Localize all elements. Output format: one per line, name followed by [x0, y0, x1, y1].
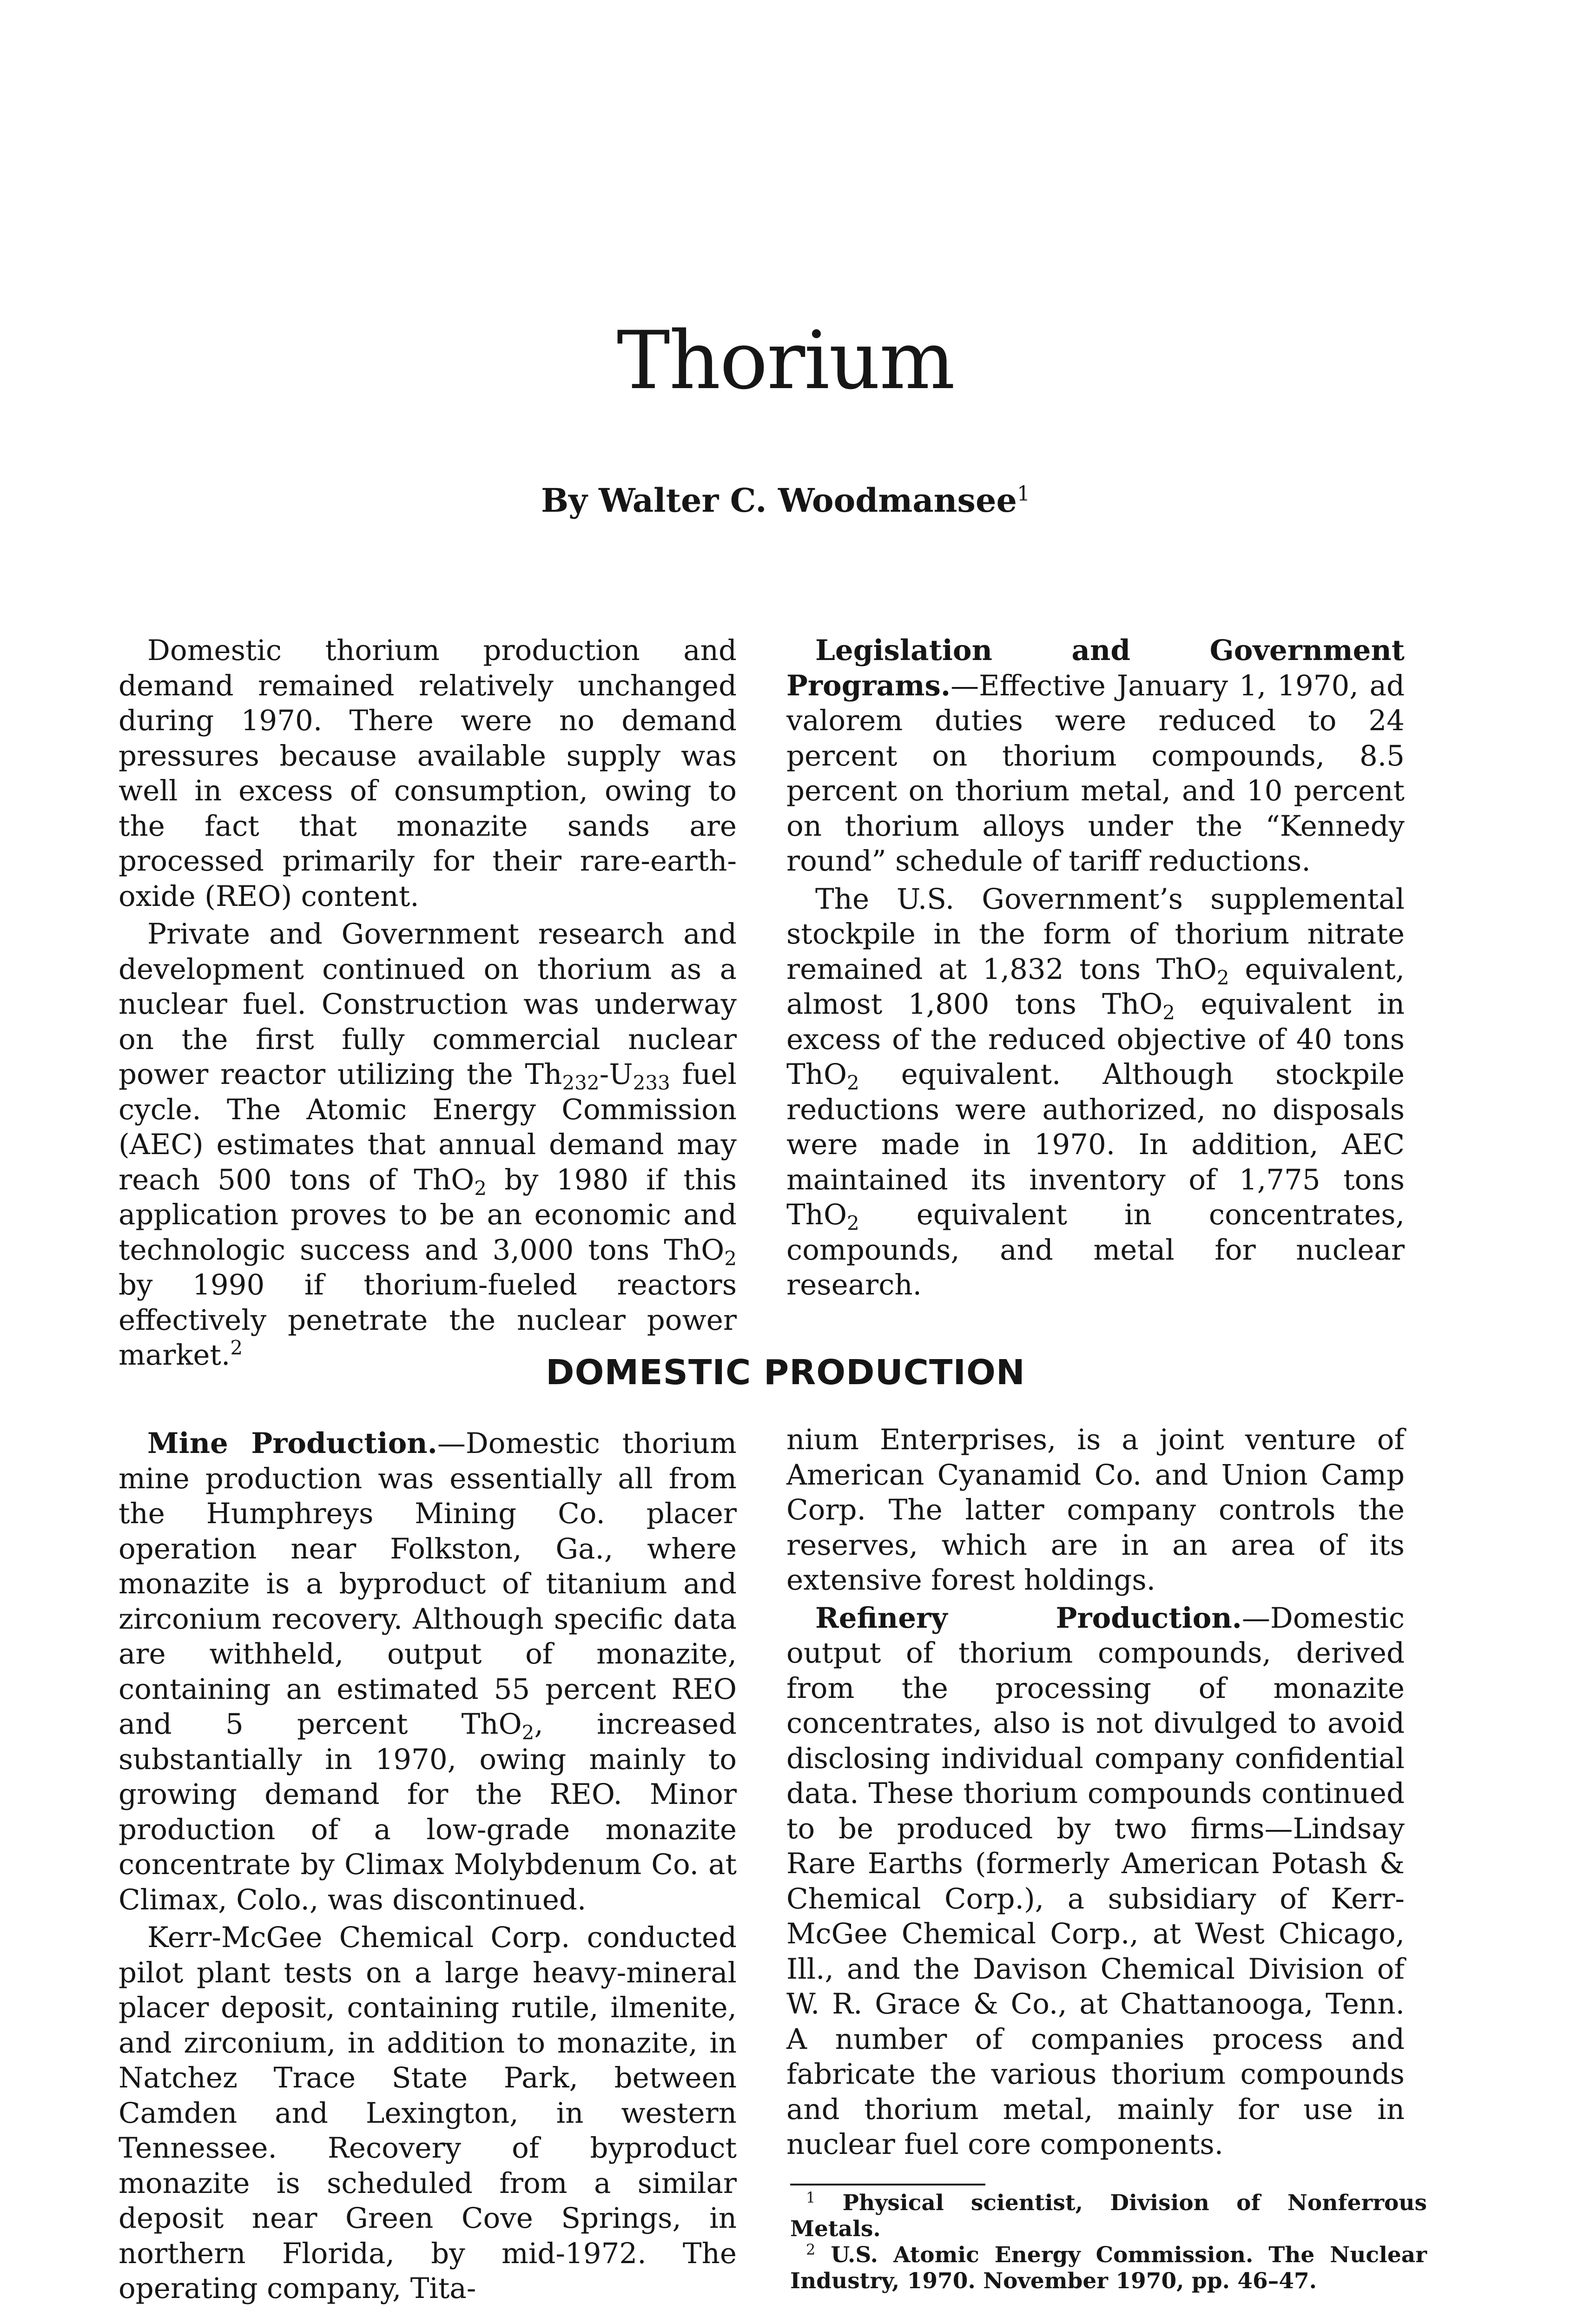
intro-left-column [119, 633, 737, 1373]
mine-production-heading: Mine Production. [147, 1427, 437, 1460]
article-title: Thorium [616, 314, 955, 407]
footnote-ref-2: 2 [230, 1336, 243, 1359]
author-footnote-ref: 1 [1017, 482, 1030, 506]
kerr-mcgee-paragraph: Kerr-McGee Chemical Corp. conducted pilot plant tests on a large heavy-mineral placer deposit, containing rutile, ilmenite, and zirconium, in addition to monazite, in Natchez Trace State Park, between Camden and Lexington, in western Tennessee. Recovery of byproduct monazite is scheduled from a similar deposit near Green Cove Springs, in northern Florida, by mid-1972. The operating company, Tita- [119, 1921, 737, 2305]
footnote-2: $^2$ U.S. Atomic Energy Commission. The Nuclear Industry, 1970. November 1970, pp. 46–47. [790, 2241, 1427, 2294]
legislation-right-column [786, 633, 1405, 1303]
intro-paragraph-1: Domestic thorium production and demand remained relatively unchanged during 1970. There were no demand pressures because available supply was well in excess of consumption, owing to the fact that monazite sands are processed primarily for their rare-earth-oxide (REO) content. [119, 634, 737, 913]
footnote-1: $^1$ Physical scientist, Division of Nonferrous Metals. [790, 2189, 1427, 2242]
mine-production-paragraph: Mine Production.—Domestic thorium mine production was essentially all from the Humphreys Mining Co. placer operation near Folkston, Ga., where monazite is a byproduct of titanium and zirconium recovery. Although specific data are withheld, output of monazite, containing an estimated 55 percent REO and 5 percent ThO$_2$, increased substantially in 1970, owing mainly to growing demand for the REO. Minor production of a low-grade monazite concentrate by Climax Molybdenum Co. at Climax, Colo., was discontinued. [119, 1427, 737, 1916]
byline-prefix: By [541, 481, 587, 520]
intro-paragraph-2: Private and Government research and development continued on thorium as a nuclear fuel. Construction was underway on the first fully commercial nuclear power reactor utilizing the $Th_{232}-U_{233}$ fuel cycle. The Atomic Energy Commission (AEC) estimates that annual demand may reach 500 tons of ThO$_2$ by 1980 if this application proves to be an economic and technologic success and 3,000 tons ThO$_2$ by 1990 if thorium-fueled reactors effectively penetrate the nuclear power market.$^2$ [119, 918, 737, 1372]
continued-paragraph: nium Enterprises, is a joint venture of American Cyanamid Co. and Union Camp Corp. The latter company controls the reserves, which are in an area of its extensive forest holdings. [786, 1423, 1405, 1597]
byline [0, 481, 1571, 520]
refinery-production-heading: Refinery Production. [815, 1601, 1242, 1635]
production-left-column [119, 1426, 737, 2306]
refinery-production-paragraph: Refinery Production.—Domestic output of thorium compounds, derived from the processing of monazite concentrates, also is not divulged to avoid disclosing individual company confidential data. These thorium compounds continued to be produced by two firms—Lindsay Rare Earths (formerly American Potash & Chemical Corp.), a subsidiary of Kerr-McGee Chemical Corp., at West Chicago, Ill., and the Davison Chemical Division of W. R. Grace & Co., at Chattanooga, Tenn. A number of companies process and fabricate the various thorium compounds and thorium metal, mainly for use in nuclear fuel core components. [786, 1601, 1405, 2161]
section-heading: DOMESTIC PRODUCTION [546, 1353, 1025, 1393]
stockpile-paragraph: The U.S. Government’s supplemental stockpile in the form of thorium nitrate remained at 1,832 tons ThO$_2$ equivalent, almost 1,800 tons ThO$_2$ equivalent in excess of the reduced objective of 40 tons ThO$_2$ equivalent. Although stockpile reductions were authorized, no disposals were made in 1970. In addition, AEC maintained its inventory of 1,775 tons ThO$_2$ equivalent in concentrates, compounds, and metal for nuclear research. [786, 882, 1405, 1301]
footnote-rule [790, 2184, 985, 2185]
legislation-paragraph: Legislation and Government Programs.—Effective January 1, 1970, ad valorem duties were reduced to 24 percent on thorium compounds, 8.5 percent on thorium metal, and 10 percent on thorium alloys under the “Kennedy round” schedule of tariff reductions. [786, 634, 1405, 878]
footnotes [790, 2190, 1427, 2294]
author-name: Walter C. Woodmansee [599, 481, 1017, 520]
legislation-heading: Legislation and Government Programs. [786, 634, 1405, 702]
production-right-column [786, 1422, 1405, 2162]
